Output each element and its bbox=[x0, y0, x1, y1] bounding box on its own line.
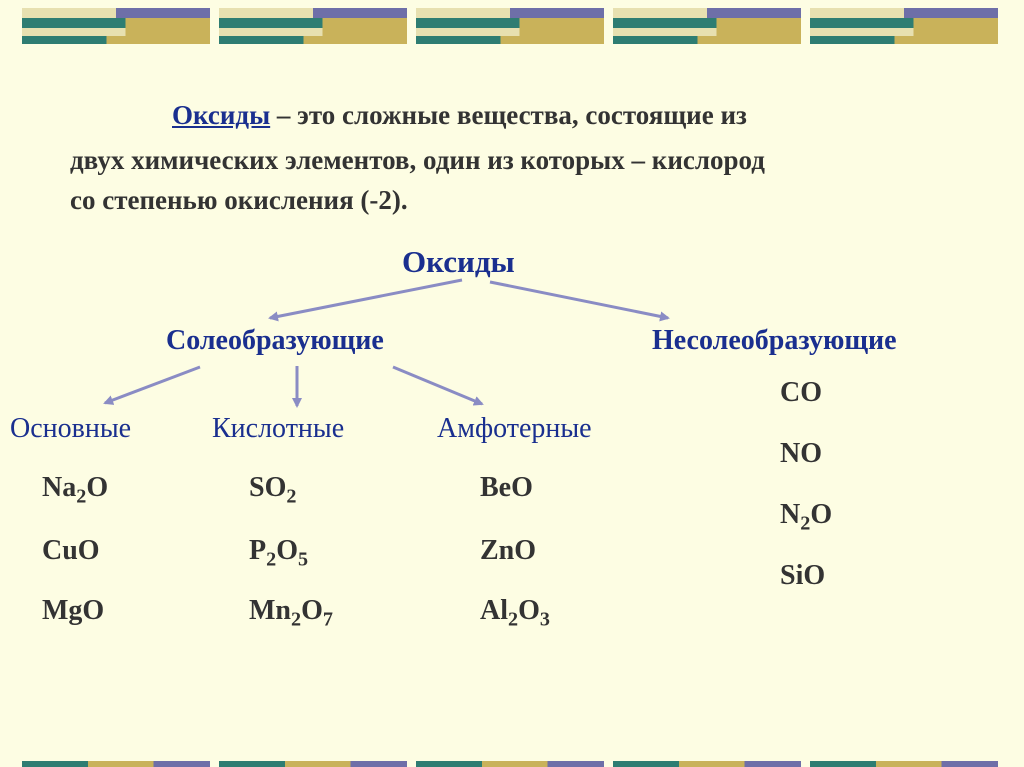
formula-amphoteric-1: BeO bbox=[480, 472, 533, 503]
definition-line-2: двух химических элементов, один из которых – кислород bbox=[70, 145, 765, 175]
formula-nsf-1: CO bbox=[780, 377, 822, 408]
formula-nsf-2: NO bbox=[780, 438, 822, 469]
formula-acidic-2: $P_2O_5$ bbox=[249, 535, 309, 571]
deco-footer-strip bbox=[416, 761, 604, 767]
deco-footer-strip bbox=[810, 761, 998, 767]
formula-basic-3: MgO bbox=[42, 595, 105, 626]
definition-term: Оксиды bbox=[172, 100, 271, 130]
formula-basic-2: CuO bbox=[42, 535, 100, 566]
formula-acidic-1: $SO_2$ bbox=[249, 472, 297, 508]
deco-footer-strip bbox=[219, 761, 407, 767]
formula-amphoteric-2: ZnO bbox=[480, 535, 537, 566]
tree-acidic: Кислотные bbox=[212, 413, 345, 444]
arrow-root-to-non-salt-forming bbox=[490, 282, 668, 318]
arrow-salt-to-basic bbox=[105, 367, 200, 403]
deco-footer-strip bbox=[22, 761, 210, 767]
formula-basic-1: $Na_2O$ bbox=[42, 472, 109, 508]
arrow-root-to-salt-forming bbox=[270, 280, 462, 318]
formula-nsf-3: $N_2O$ bbox=[780, 499, 833, 535]
deco-footer-strip bbox=[613, 761, 801, 767]
tree-salt-forming: Солеобразующие bbox=[166, 325, 384, 356]
formula-amphoteric-3: $Al_2O_3$ bbox=[480, 595, 550, 631]
tree-root-oxides: Оксиды bbox=[402, 244, 515, 279]
formula-acidic-3: $Mn_2O_7$ bbox=[249, 595, 333, 631]
formula-nsf-4: SiO bbox=[780, 560, 826, 591]
arrow-salt-to-amphoteric bbox=[393, 367, 482, 404]
definition-line-3: со степенью окисления (-2). bbox=[70, 185, 408, 215]
tree-non-salt-forming: Несолеобразующие bbox=[652, 325, 897, 356]
tree-basic: Основные bbox=[10, 413, 132, 444]
definition-line-1-rest: – это сложные вещества, состоящие из bbox=[270, 100, 747, 130]
tree-amphoteric: Амфотерные bbox=[437, 413, 592, 444]
